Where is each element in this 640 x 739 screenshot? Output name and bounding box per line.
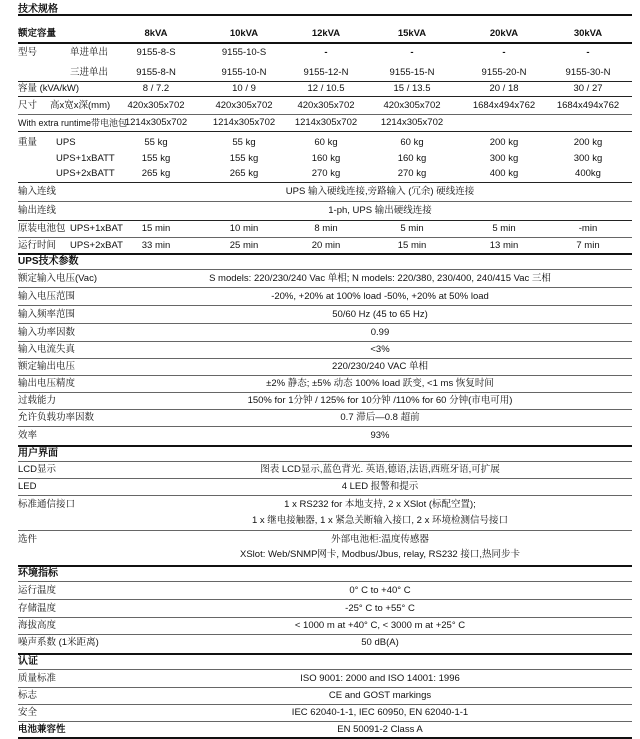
col-30kva: 30kVA bbox=[573, 28, 603, 39]
runtime-size-label: With extra runtime带电池包 bbox=[18, 118, 128, 128]
divider bbox=[18, 375, 632, 376]
env-value: -25° C to +55° C bbox=[345, 603, 415, 614]
runtime-size-cell: 1214x305x702 bbox=[294, 117, 358, 128]
runtime-cell: 7 min bbox=[576, 240, 600, 251]
env-label: 海拔高度 bbox=[18, 620, 57, 631]
runtime-size-cell: 1214x305x702 bbox=[124, 117, 188, 128]
divider bbox=[18, 269, 632, 270]
runtime-cell: 33 min bbox=[141, 240, 171, 251]
capacity-cell: 12 / 10.5 bbox=[307, 83, 345, 94]
cert-value: EN 50091-2 Class A bbox=[337, 724, 423, 735]
size-cell: 420x305x702 bbox=[215, 100, 273, 111]
weight-cell: 55 kg bbox=[144, 137, 168, 148]
divider bbox=[18, 96, 632, 97]
output-wire-value: 1-ph, UPS 输出硬线连接 bbox=[328, 205, 432, 216]
run-time-label: 运行时间 bbox=[18, 240, 57, 251]
cert-label: 安全 bbox=[18, 707, 38, 718]
weight-sub: UPS+1xBATT bbox=[56, 153, 115, 164]
weight-cell: 200 kg bbox=[489, 137, 519, 148]
divider bbox=[18, 478, 632, 479]
weight-cell: 160 kg bbox=[311, 153, 341, 164]
battery-cell: 8 min bbox=[314, 223, 338, 234]
ups-label: 过载能力 bbox=[18, 395, 57, 406]
weight-cell: 300 kg bbox=[573, 153, 603, 164]
divider bbox=[18, 599, 632, 600]
ups-label: 允许负载功率因数 bbox=[18, 412, 95, 423]
battery-cell: -min bbox=[578, 223, 598, 234]
divider bbox=[18, 201, 632, 202]
weight-cell: 60 kg bbox=[400, 137, 424, 148]
divider bbox=[18, 445, 632, 447]
model-cell: 9155-10-N bbox=[221, 67, 267, 78]
cert-label: 标志 bbox=[18, 690, 38, 701]
model-cell: 9155-15-N bbox=[389, 67, 435, 78]
ups-label: 输入功率因数 bbox=[18, 327, 76, 338]
divider bbox=[18, 305, 632, 306]
col-20kva: 20kVA bbox=[489, 28, 519, 39]
ups-label: 输出电压精度 bbox=[18, 378, 76, 389]
model-three-label: 三进单出 bbox=[70, 67, 109, 78]
divider bbox=[18, 704, 632, 705]
weight-cell: 160 kg bbox=[397, 153, 427, 164]
divider bbox=[18, 617, 632, 618]
size-label: 尺寸 bbox=[18, 100, 38, 111]
runtime-size-cell: 1214x305x702 bbox=[380, 117, 444, 128]
capacity-label: 容量 (kVA/kW) bbox=[18, 83, 80, 94]
ups-value: 150% for 1分钟 / 125% for 10分钟 /110% for 60 分钟(市电可用) bbox=[247, 395, 513, 406]
env-value: 0° C to +40° C bbox=[349, 585, 411, 596]
input-wire-value: UPS 输入硬线连接,旁路输入 (冗余) 硬线连接 bbox=[285, 186, 475, 197]
ups-label: 额定输入电压(Vac) bbox=[18, 273, 97, 284]
ui-value: 1 x RS232 for 本地支持, 2 x XSlot (标配空置); bbox=[284, 499, 476, 510]
weight-sub: UPS bbox=[56, 137, 76, 148]
divider bbox=[18, 253, 632, 255]
page-title: 技术规格 bbox=[18, 4, 58, 15]
battery-cell: 15 min bbox=[141, 223, 171, 234]
cert-value: CE and GOST markings bbox=[328, 690, 432, 701]
runtime-size-cell: 1214x305x702 bbox=[212, 117, 276, 128]
ups-label: 输入频率范围 bbox=[18, 309, 76, 320]
col-10kva: 10kVA bbox=[229, 28, 259, 39]
weight-cell: 270 kg bbox=[311, 168, 341, 179]
battery-cell: 10 min bbox=[229, 223, 259, 234]
model-cell: 9155-10-S bbox=[221, 47, 267, 58]
weight-cell: 200 kg bbox=[573, 137, 603, 148]
divider bbox=[18, 565, 632, 567]
weight-cell: 155 kg bbox=[141, 153, 171, 164]
model-cell: - bbox=[324, 47, 328, 58]
divider bbox=[18, 323, 632, 324]
runtime-cell: 25 min bbox=[229, 240, 259, 251]
divider bbox=[18, 669, 632, 670]
output-wire-label: 输出连线 bbox=[18, 205, 57, 216]
cert-label: 质量标准 bbox=[18, 673, 57, 684]
input-wire-label: 输入连线 bbox=[18, 186, 57, 197]
ups-value: 0.99 bbox=[370, 327, 390, 338]
ups-label: 效率 bbox=[18, 430, 38, 441]
run-time-sub: UPS+2xBAT bbox=[70, 240, 123, 251]
weight-cell: 270 kg bbox=[397, 168, 427, 179]
ui-label: LCD显示 bbox=[18, 464, 57, 475]
divider bbox=[18, 634, 632, 635]
section-title: UPS技术参数 bbox=[18, 256, 79, 267]
model-single-label: 单进单出 bbox=[70, 47, 109, 58]
divider bbox=[18, 530, 632, 531]
weight-cell: 400kg bbox=[575, 168, 601, 179]
ups-value: 50/60 Hz (45 to 65 Hz) bbox=[332, 309, 428, 320]
ups-value: 0.7 滞后—0.8 超前 bbox=[340, 412, 420, 423]
weight-cell: 265 kg bbox=[141, 168, 171, 179]
cert-label: 电池兼容性 bbox=[18, 724, 66, 735]
divider bbox=[18, 131, 632, 132]
env-label: 噪声系数 (1米距离) bbox=[18, 637, 99, 648]
section-title: 用户界面 bbox=[18, 448, 58, 459]
size-cell: 1684x494x762 bbox=[556, 100, 620, 111]
ups-value: 220/230/240 VAC 单相 bbox=[332, 361, 428, 372]
divider bbox=[18, 42, 632, 44]
weight-cell: 265 kg bbox=[229, 168, 259, 179]
model-cell: 9155-20-N bbox=[481, 67, 527, 78]
ups-value: S models: 220/230/240 Vac 单相; N models: 220/380, 230/400, 240/415 Vac 三相 bbox=[209, 273, 551, 284]
divider bbox=[18, 287, 632, 288]
cert-value: ISO 9001: 2000 and ISO 14001: 1996 bbox=[300, 673, 460, 684]
size-cell: 420x305x702 bbox=[297, 100, 355, 111]
header-label: 额定容量 bbox=[18, 28, 57, 39]
weight-cell: 400 kg bbox=[489, 168, 519, 179]
ui-label: 标准通信接口 bbox=[18, 499, 76, 510]
ups-value: -20%, +20% at 100% load -50%, +20% at 50% load bbox=[271, 291, 489, 302]
ups-value: 93% bbox=[370, 430, 390, 441]
size-sub: 高x宽x深(mm) bbox=[50, 100, 111, 111]
weight-cell: 155 kg bbox=[229, 153, 259, 164]
weight-cell: 300 kg bbox=[489, 153, 519, 164]
env-value: 50 dB(A) bbox=[361, 637, 399, 648]
env-value: < 1000 m at +40° C, < 3000 m at +25° C bbox=[294, 620, 466, 631]
divider bbox=[18, 495, 632, 496]
battery-pack-sub: UPS+1xBAT bbox=[70, 223, 123, 234]
divider bbox=[18, 358, 632, 359]
model-cell: - bbox=[502, 47, 506, 58]
divider bbox=[18, 220, 632, 221]
capacity-cell: 10 / 9 bbox=[232, 83, 256, 94]
divider bbox=[18, 461, 632, 462]
divider bbox=[18, 409, 632, 410]
model-cell: 9155-12-N bbox=[303, 67, 349, 78]
battery-pack-label: 原装电池包 bbox=[18, 223, 66, 234]
capacity-cell: 8 / 7.2 bbox=[142, 83, 170, 94]
size-cell: 420x305x702 bbox=[383, 100, 441, 111]
divider bbox=[18, 341, 632, 342]
runtime-cell: 20 min bbox=[311, 240, 341, 251]
runtime-cell: 13 min bbox=[489, 240, 519, 251]
divider bbox=[18, 14, 632, 16]
ups-value: <3% bbox=[370, 344, 390, 355]
model-cell: 9155-8-N bbox=[136, 67, 176, 78]
divider bbox=[18, 426, 632, 427]
weight-sub: UPS+2xBATT bbox=[56, 168, 115, 179]
divider bbox=[18, 237, 632, 238]
size-cell: 420x305x702 bbox=[127, 100, 185, 111]
cert-value: IEC 62040-1-1, IEC 60950, EN 62040-1-1 bbox=[291, 707, 469, 718]
ui-value: 外部电池柜:温度传感器 bbox=[331, 534, 429, 545]
divider bbox=[18, 687, 632, 688]
ui-label: 选件 bbox=[18, 534, 38, 545]
env-label: 存储温度 bbox=[18, 603, 57, 614]
section-title: 认证 bbox=[18, 656, 38, 667]
ups-label: 输入电流失真 bbox=[18, 344, 76, 355]
env-label: 运行温度 bbox=[18, 585, 57, 596]
model-cell: 9155-30-N bbox=[565, 67, 611, 78]
divider bbox=[18, 581, 632, 582]
model-cell: - bbox=[586, 47, 590, 58]
capacity-cell: 30 / 27 bbox=[573, 83, 603, 94]
capacity-cell: 20 / 18 bbox=[489, 83, 519, 94]
col-12kva: 12kVA bbox=[311, 28, 341, 39]
divider bbox=[18, 81, 632, 82]
ui-value: 1 x 继电接触器, 1 x 紧急关断输入接口, 2 x 环境检测信号接口 bbox=[252, 515, 508, 526]
ups-value: ±2% 静态; ±5% 动态 100% load 跃变, <1 ms 恢复时间 bbox=[266, 378, 494, 389]
capacity-cell: 15 / 13.5 bbox=[393, 83, 431, 94]
weight-label: 重量 bbox=[18, 137, 38, 148]
ups-label: 输入电压范围 bbox=[18, 291, 76, 302]
weight-cell: 60 kg bbox=[314, 137, 338, 148]
ui-value: 4 LED 报警和提示 bbox=[341, 481, 419, 492]
ui-value: XSlot: Web/SNMP网卡, Modbus/Jbus, relay, RS232 接口,热同步卡 bbox=[240, 549, 520, 560]
model-label: 型号 bbox=[18, 47, 38, 58]
ups-label: 额定输出电压 bbox=[18, 361, 76, 372]
divider bbox=[18, 114, 632, 115]
section-title: 环境指标 bbox=[18, 568, 58, 579]
model-cell: 9155-8-S bbox=[136, 47, 176, 58]
col-8kva: 8kVA bbox=[144, 28, 168, 39]
runtime-cell: 15 min bbox=[397, 240, 427, 251]
divider bbox=[18, 392, 632, 393]
col-15kva: 15kVA bbox=[397, 28, 427, 39]
size-cell: 1684x494x762 bbox=[472, 100, 536, 111]
battery-cell: 5 min bbox=[492, 223, 516, 234]
battery-cell: 5 min bbox=[400, 223, 424, 234]
ui-value: 图表 LCD显示,蓝色背光. 英语,德语,法语,西班牙语,可扩展 bbox=[260, 464, 500, 475]
ui-label: LED bbox=[18, 481, 37, 492]
weight-cell: 55 kg bbox=[232, 137, 256, 148]
divider bbox=[18, 182, 632, 183]
divider bbox=[18, 721, 632, 722]
divider bbox=[18, 653, 632, 655]
model-cell: - bbox=[410, 47, 414, 58]
